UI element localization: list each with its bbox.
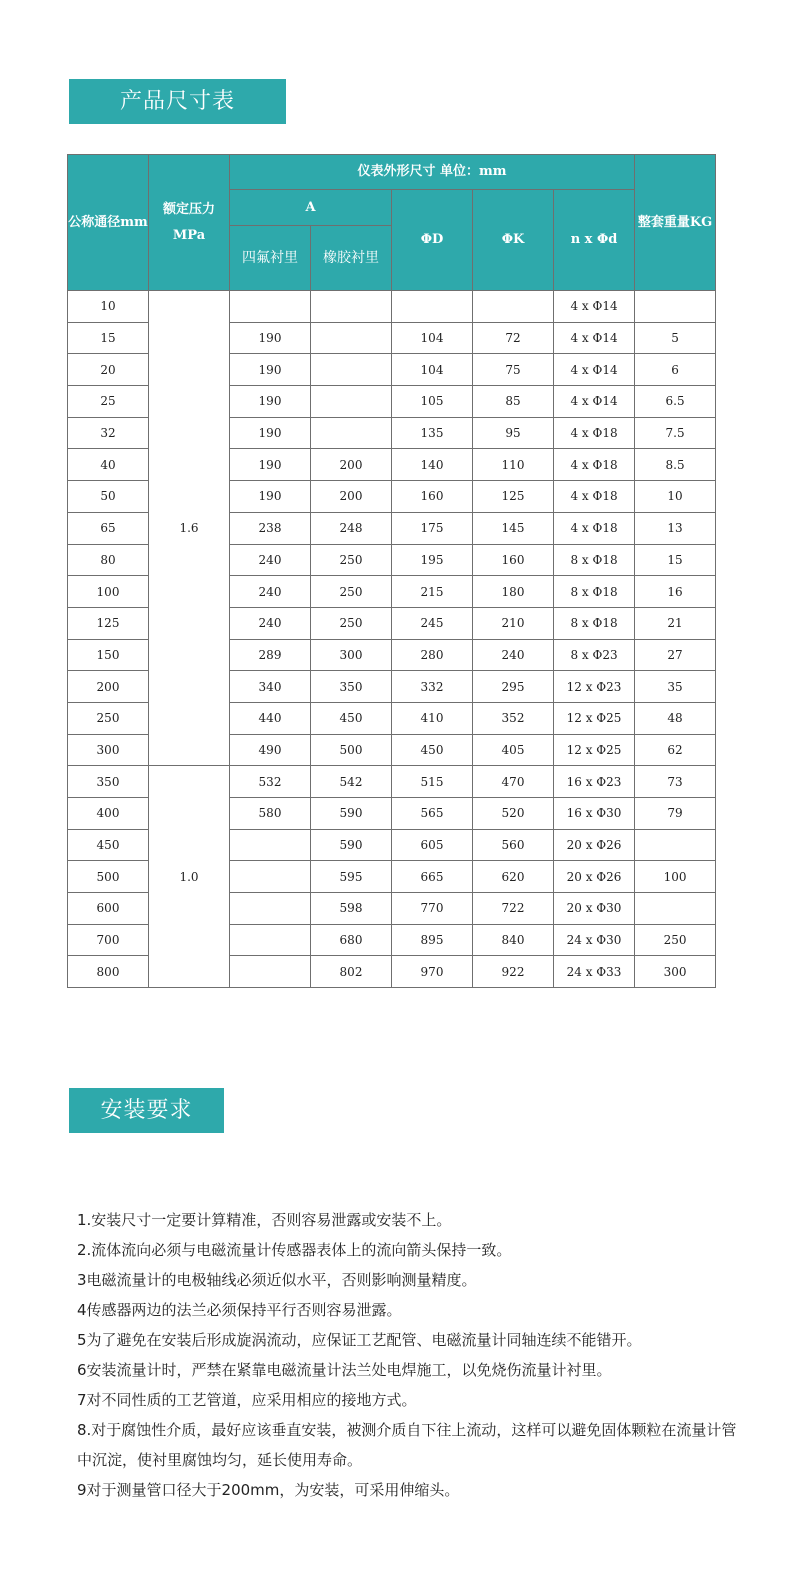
cell-bolt-holes: 24 x Φ30 — [554, 924, 635, 956]
cell-rubber-lining — [311, 354, 392, 386]
cell-ptfe-lining: 190 — [230, 417, 311, 449]
cell-weight: 79 — [635, 798, 716, 830]
cell-rubber-lining — [311, 417, 392, 449]
cell-ptfe-lining: 238 — [230, 512, 311, 544]
cell-nominal-diameter: 150 — [68, 639, 149, 671]
size-table-title: 产品尺寸表 — [69, 79, 286, 124]
cell-d: 565 — [392, 798, 473, 830]
cell-weight: 62 — [635, 734, 716, 766]
cell-weight: 73 — [635, 766, 716, 798]
cell-ptfe-lining — [230, 924, 311, 956]
cell-nominal-diameter: 15 — [68, 322, 149, 354]
cell-bolt-holes: 20 x Φ26 — [554, 829, 635, 861]
cell-ptfe-lining: 340 — [230, 671, 311, 703]
cell-k: 722 — [473, 893, 554, 925]
header-a: A — [230, 190, 392, 226]
cell-weight: 16 — [635, 576, 716, 608]
cell-ptfe-lining: 240 — [230, 607, 311, 639]
cell-d: 105 — [392, 386, 473, 418]
install-requirement-item: 8.对于腐蚀性介质，最好应该垂直安装，被测介质自下往上流动，这样可以避免固体颗粒在流量计管中沉淀，使衬里腐蚀均匀，延长使用寿命。 — [77, 1421, 737, 1469]
cell-rubber-lining: 200 — [311, 449, 392, 481]
cell-weight: 5 — [635, 322, 716, 354]
cell-bolt-holes: 4 x Φ18 — [554, 449, 635, 481]
cell-k: 560 — [473, 829, 554, 861]
cell-k: 125 — [473, 481, 554, 513]
cell-bolt-holes: 8 x Φ18 — [554, 576, 635, 608]
cell-d: 135 — [392, 417, 473, 449]
cell-ptfe-lining: 190 — [230, 322, 311, 354]
cell-rubber-lining: 802 — [311, 956, 392, 988]
cell-nominal-diameter: 600 — [68, 893, 149, 925]
cell-rubber-lining — [311, 291, 392, 323]
cell-d: 665 — [392, 861, 473, 893]
cell-ptfe-lining — [230, 893, 311, 925]
cell-weight: 7.5 — [635, 417, 716, 449]
cell-rubber-lining: 590 — [311, 798, 392, 830]
cell-ptfe-lining: 190 — [230, 449, 311, 481]
header-d: ΦD — [392, 190, 473, 291]
cell-bolt-holes: 12 x Φ25 — [554, 734, 635, 766]
cell-bolt-holes: 8 x Φ18 — [554, 607, 635, 639]
cell-weight: 48 — [635, 702, 716, 734]
cell-d: 605 — [392, 829, 473, 861]
cell-nominal-diameter: 800 — [68, 956, 149, 988]
cell-bolt-holes: 4 x Φ14 — [554, 386, 635, 418]
cell-d: 450 — [392, 734, 473, 766]
cell-k: 840 — [473, 924, 554, 956]
cell-d: 104 — [392, 354, 473, 386]
cell-rubber-lining: 590 — [311, 829, 392, 861]
cell-weight: 100 — [635, 861, 716, 893]
cell-k: 75 — [473, 354, 554, 386]
cell-d: 515 — [392, 766, 473, 798]
cell-bolt-holes: 4 x Φ14 — [554, 291, 635, 323]
cell-ptfe-lining: 190 — [230, 354, 311, 386]
cell-nominal-diameter: 400 — [68, 798, 149, 830]
cell-nominal-diameter: 450 — [68, 829, 149, 861]
header-nominal-diameter: 公称通径mm — [68, 155, 149, 291]
cell-d: 104 — [392, 322, 473, 354]
cell-rubber-lining: 248 — [311, 512, 392, 544]
cell-rubber-lining: 300 — [311, 639, 392, 671]
cell-rubber-lining: 200 — [311, 481, 392, 513]
cell-k: 470 — [473, 766, 554, 798]
cell-bolt-holes: 16 x Φ30 — [554, 798, 635, 830]
cell-weight: 27 — [635, 639, 716, 671]
header-k: ΦK — [473, 190, 554, 291]
install-requirement-item: 6安装流量计时，严禁在紧靠电磁流量计法兰处电焊施工，以免烧伤流量计衬里。 — [77, 1361, 612, 1379]
cell-nominal-diameter: 500 — [68, 861, 149, 893]
cell-weight: 21 — [635, 607, 716, 639]
cell-nominal-diameter: 200 — [68, 671, 149, 703]
cell-ptfe-lining: 240 — [230, 576, 311, 608]
cell-rubber-lining: 595 — [311, 861, 392, 893]
install-requirement-item: 3电磁流量计的电极轴线必须近似水平，否则影响测量精度。 — [77, 1271, 477, 1289]
cell-rubber-lining: 598 — [311, 893, 392, 925]
cell-d: 895 — [392, 924, 473, 956]
cell-bolt-holes: 20 x Φ30 — [554, 893, 635, 925]
header-weight: 整套重量KG — [635, 155, 716, 291]
cell-d: 770 — [392, 893, 473, 925]
cell-rubber-lining: 250 — [311, 607, 392, 639]
cell-bolt-holes: 4 x Φ18 — [554, 481, 635, 513]
header-rubber-lining: 橡胶衬里 — [311, 226, 392, 291]
cell-bolt-holes: 8 x Φ23 — [554, 639, 635, 671]
header-ptfe-lining: 四氟衬里 — [230, 226, 311, 291]
cell-nominal-diameter: 80 — [68, 544, 149, 576]
cell-ptfe-lining: 490 — [230, 734, 311, 766]
cell-k: 85 — [473, 386, 554, 418]
cell-nominal-diameter: 350 — [68, 766, 149, 798]
header-rated-pressure: 额定压力MPa — [149, 155, 230, 291]
install-requirement-item: 1.安装尺寸一定要计算精准，否则容易泄露或安装不上。 — [77, 1211, 452, 1229]
cell-k: 72 — [473, 322, 554, 354]
cell-ptfe-lining: 240 — [230, 544, 311, 576]
cell-d: 160 — [392, 481, 473, 513]
cell-d: 140 — [392, 449, 473, 481]
cell-k: 352 — [473, 702, 554, 734]
cell-nominal-diameter: 300 — [68, 734, 149, 766]
cell-d: 195 — [392, 544, 473, 576]
cell-bolt-holes: 4 x Φ18 — [554, 417, 635, 449]
cell-bolt-holes: 4 x Φ14 — [554, 354, 635, 386]
cell-bolt-holes: 12 x Φ25 — [554, 702, 635, 734]
cell-weight: 35 — [635, 671, 716, 703]
size-table-body — [68, 291, 716, 988]
cell-bolt-holes: 16 x Φ23 — [554, 766, 635, 798]
cell-k: 160 — [473, 544, 554, 576]
cell-nominal-diameter: 10 — [68, 291, 149, 323]
cell-ptfe-lining: 580 — [230, 798, 311, 830]
cell-k: 295 — [473, 671, 554, 703]
cell-weight: 15 — [635, 544, 716, 576]
cell-ptfe-lining: 532 — [230, 766, 311, 798]
cell-weight: 8.5 — [635, 449, 716, 481]
cell-weight: 250 — [635, 924, 716, 956]
install-requirements-list — [77, 1205, 737, 1505]
cell-ptfe-lining: 190 — [230, 481, 311, 513]
cell-bolt-holes: 4 x Φ14 — [554, 322, 635, 354]
cell-bolt-holes: 4 x Φ18 — [554, 512, 635, 544]
table-row — [68, 291, 716, 323]
cell-rubber-lining: 542 — [311, 766, 392, 798]
cell-rubber-lining — [311, 322, 392, 354]
cell-nominal-diameter: 65 — [68, 512, 149, 544]
cell-nominal-diameter: 100 — [68, 576, 149, 608]
install-requirement-item: 2.流体流向必须与电磁流量计传感器表体上的流向箭头保持一致。 — [77, 1241, 512, 1259]
header-meter-dimensions: 仪表外形尺寸 单位：mm — [230, 155, 635, 190]
cell-ptfe-lining — [230, 956, 311, 988]
cell-rubber-lining: 250 — [311, 544, 392, 576]
cell-rubber-lining: 450 — [311, 702, 392, 734]
cell-weight: 300 — [635, 956, 716, 988]
cell-k: 620 — [473, 861, 554, 893]
install-requirement-item: 4传感器两边的法兰必须保持平行否则容易泄露。 — [77, 1301, 402, 1319]
cell-k: 95 — [473, 417, 554, 449]
cell-nominal-diameter: 700 — [68, 924, 149, 956]
cell-d: 245 — [392, 607, 473, 639]
cell-weight — [635, 829, 716, 861]
install-requirement-item: 7对不同性质的工艺管道，应采用相应的接地方式。 — [77, 1391, 417, 1409]
cell-weight: 6 — [635, 354, 716, 386]
cell-d: 970 — [392, 956, 473, 988]
cell-ptfe-lining: 440 — [230, 702, 311, 734]
cell-weight: 13 — [635, 512, 716, 544]
cell-weight: 10 — [635, 481, 716, 513]
cell-bolt-holes: 24 x Φ33 — [554, 956, 635, 988]
cell-k: 240 — [473, 639, 554, 671]
cell-nominal-diameter: 125 — [68, 607, 149, 639]
table-row — [68, 766, 716, 798]
cell-rated-pressure: 1.6 — [149, 291, 230, 766]
install-requirement-item: 5为了避免在安装后形成旋涡流动，应保证工艺配管、电磁流量计同轴连续不能错开。 — [77, 1331, 642, 1349]
cell-ptfe-lining: 289 — [230, 639, 311, 671]
cell-weight — [635, 893, 716, 925]
cell-d: 280 — [392, 639, 473, 671]
cell-k: 210 — [473, 607, 554, 639]
cell-nominal-diameter: 32 — [68, 417, 149, 449]
cell-nominal-diameter: 40 — [68, 449, 149, 481]
header-bolt-holes: n x Φd — [554, 190, 635, 291]
cell-rated-pressure: 1.0 — [149, 766, 230, 988]
cell-nominal-diameter: 50 — [68, 481, 149, 513]
cell-rubber-lining: 680 — [311, 924, 392, 956]
cell-k: 145 — [473, 512, 554, 544]
cell-d: 410 — [392, 702, 473, 734]
install-requirements-title: 安装要求 — [69, 1088, 224, 1133]
cell-ptfe-lining — [230, 291, 311, 323]
cell-d: 332 — [392, 671, 473, 703]
cell-rubber-lining: 250 — [311, 576, 392, 608]
cell-k — [473, 291, 554, 323]
cell-bolt-holes: 8 x Φ18 — [554, 544, 635, 576]
cell-d: 175 — [392, 512, 473, 544]
product-size-table — [67, 154, 716, 988]
cell-rubber-lining — [311, 386, 392, 418]
cell-nominal-diameter: 25 — [68, 386, 149, 418]
cell-nominal-diameter: 250 — [68, 702, 149, 734]
cell-ptfe-lining — [230, 861, 311, 893]
cell-rubber-lining: 500 — [311, 734, 392, 766]
cell-ptfe-lining: 190 — [230, 386, 311, 418]
cell-nominal-diameter: 20 — [68, 354, 149, 386]
cell-k: 405 — [473, 734, 554, 766]
cell-k: 922 — [473, 956, 554, 988]
cell-weight — [635, 291, 716, 323]
cell-weight: 6.5 — [635, 386, 716, 418]
cell-ptfe-lining — [230, 829, 311, 861]
cell-d — [392, 291, 473, 323]
cell-d: 215 — [392, 576, 473, 608]
cell-bolt-holes: 20 x Φ26 — [554, 861, 635, 893]
cell-k: 180 — [473, 576, 554, 608]
cell-rubber-lining: 350 — [311, 671, 392, 703]
cell-k: 520 — [473, 798, 554, 830]
cell-k: 110 — [473, 449, 554, 481]
cell-bolt-holes: 12 x Φ23 — [554, 671, 635, 703]
install-requirement-item: 9对于测量管口径大于200mm，为安装，可采用伸缩头。 — [77, 1481, 460, 1499]
